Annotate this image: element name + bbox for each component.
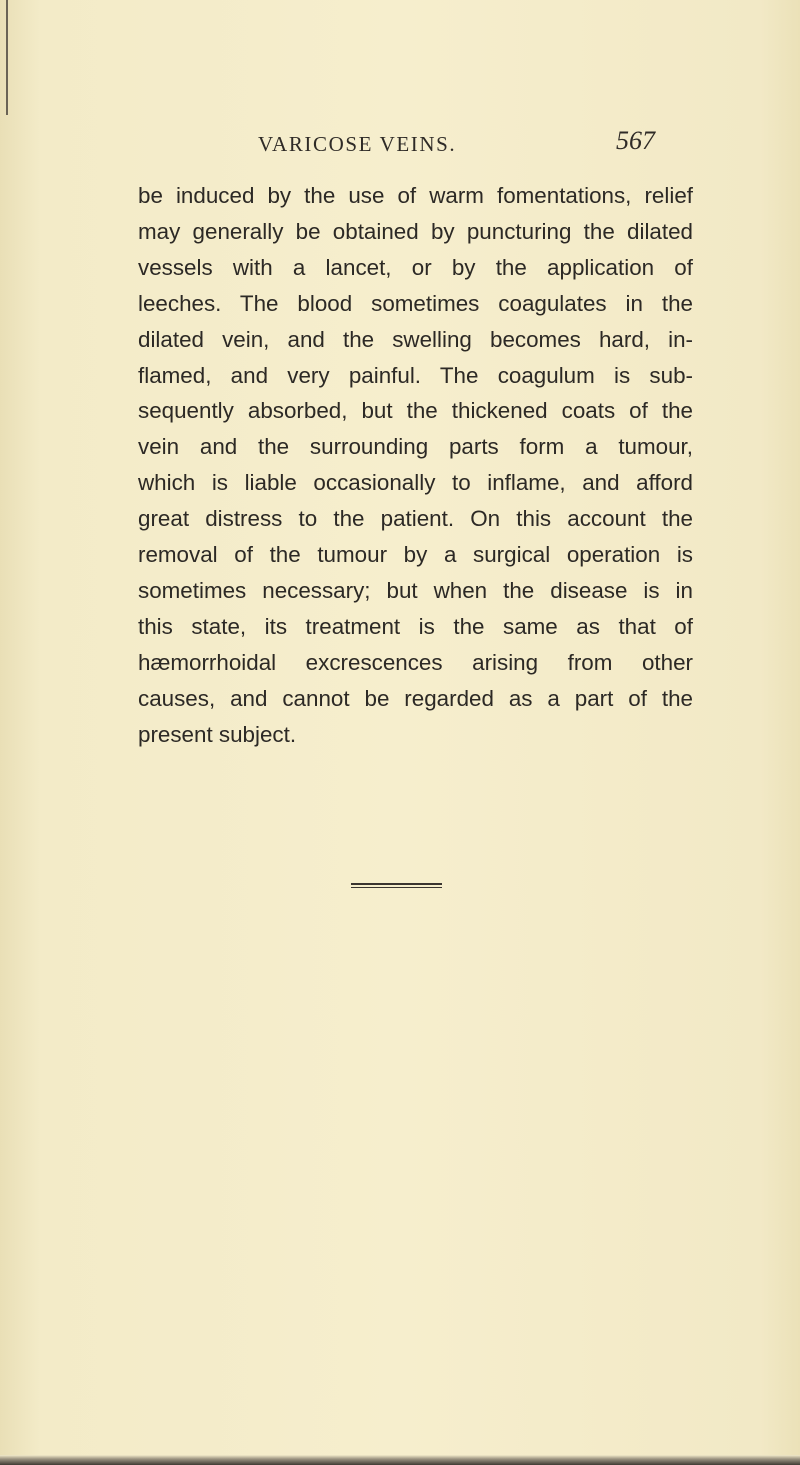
running-title: VARICOSE VEINS. [258, 132, 457, 156]
text-line: sometimes necessary; but when the disease is in [138, 577, 693, 603]
text-line: vessels with a lancet, or by the application of [138, 254, 693, 280]
text-line: flamed, and very painful. The coagulum is sub- [138, 362, 693, 388]
binding-edge-line [6, 0, 8, 115]
text-line: dilated vein, and the swelling becomes hard, in- [138, 326, 693, 352]
text-line: this state, its treatment is the same as that of [138, 613, 693, 639]
text-line: present subject. [138, 721, 297, 747]
text-line: may generally be obtained by puncturing the dilated [138, 218, 693, 244]
section-end-rule-thin [351, 887, 442, 888]
text-line: sequently absorbed, but the thickened coats of the [138, 398, 693, 424]
text-line: which is liable occasionally to inflame, and afford [138, 470, 693, 496]
section-end-rule [351, 883, 442, 885]
text-line: causes, and cannot be regarded as a part of the [138, 685, 693, 711]
text-line: leeches. The blood sometimes coagulates in the [138, 290, 693, 316]
text-line: vein and the surrounding parts form a tumour, [138, 434, 693, 460]
text-line: great distress to the patient. On this account the [138, 506, 693, 532]
text-line: hæmorrhoidal excrescences arising from other [138, 649, 693, 675]
body-paragraph [138, 178, 693, 753]
text-line: removal of the tumour by a surgical operation is [138, 542, 693, 568]
page-bottom-edge [0, 1455, 800, 1465]
page-number: 567 [616, 126, 655, 155]
text-line: be induced by the use of warm fomentations, relief [138, 183, 693, 208]
